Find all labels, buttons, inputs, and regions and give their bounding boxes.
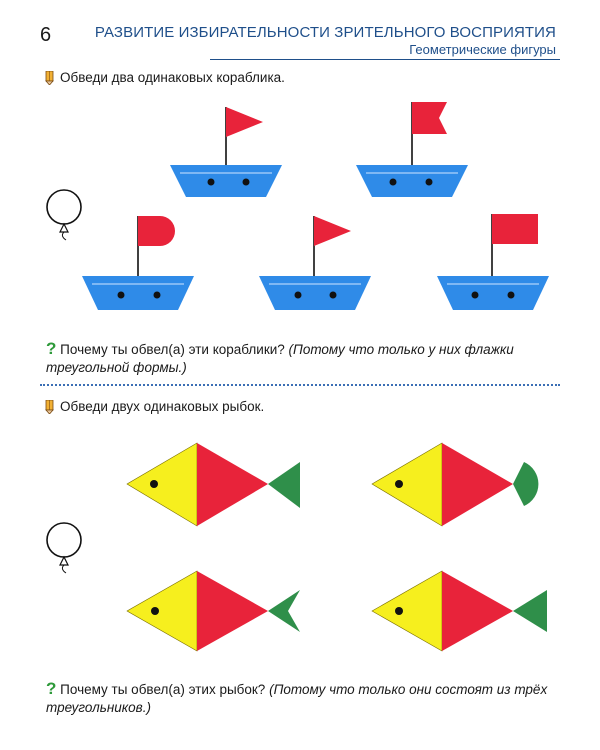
question-mark-icon: ?: [46, 679, 57, 698]
task2-question-text: Почему ты обвел(а) этих рыбок?: [60, 682, 266, 697]
page-title: РАЗВИТИЕ ИЗБИРАТЕЛЬНОСТИ ЗРИТЕЛЬНОГО ВОСПРИЯТИЯ: [94, 24, 556, 41]
boat-triangle-flag[interactable]: [259, 216, 371, 310]
question-mark-icon: ?: [46, 339, 57, 358]
boat-triangle-flag[interactable]: [170, 107, 282, 197]
task2-answer-text: (Потому что только они состоят из трёх треугольников.): [46, 682, 548, 715]
fish-triangle-tail[interactable]: [372, 571, 547, 651]
task1-question: [46, 340, 566, 377]
pencil-icon: [45, 400, 54, 414]
boat-rounded-flag[interactable]: [82, 216, 194, 310]
page-subtitle: Геометрические фигуры: [409, 42, 556, 57]
section-divider: [40, 384, 560, 386]
fish-triangle-tail[interactable]: [127, 443, 300, 526]
fish-round-tail[interactable]: [372, 443, 538, 526]
boat-swallowtail-flag[interactable]: [356, 102, 468, 197]
page-number: 6: [40, 24, 52, 46]
boat-rectangle-flag[interactable]: [437, 214, 549, 310]
fish-forked-tail[interactable]: [127, 571, 300, 651]
task2-question: [46, 680, 566, 717]
balloon-icon: [47, 190, 81, 240]
task1-answer-text: (Потому что только у них флажки треугольной формы.): [46, 342, 514, 375]
task2-instruction: Обведи двух одинаковых рыбок.: [60, 399, 265, 414]
balloon-icon: [47, 523, 81, 573]
task1-question-text: Почему ты обвел(а) эти кораблики?: [60, 342, 285, 357]
task1-instruction: Обведи два одинаковых кораблика.: [60, 70, 285, 85]
